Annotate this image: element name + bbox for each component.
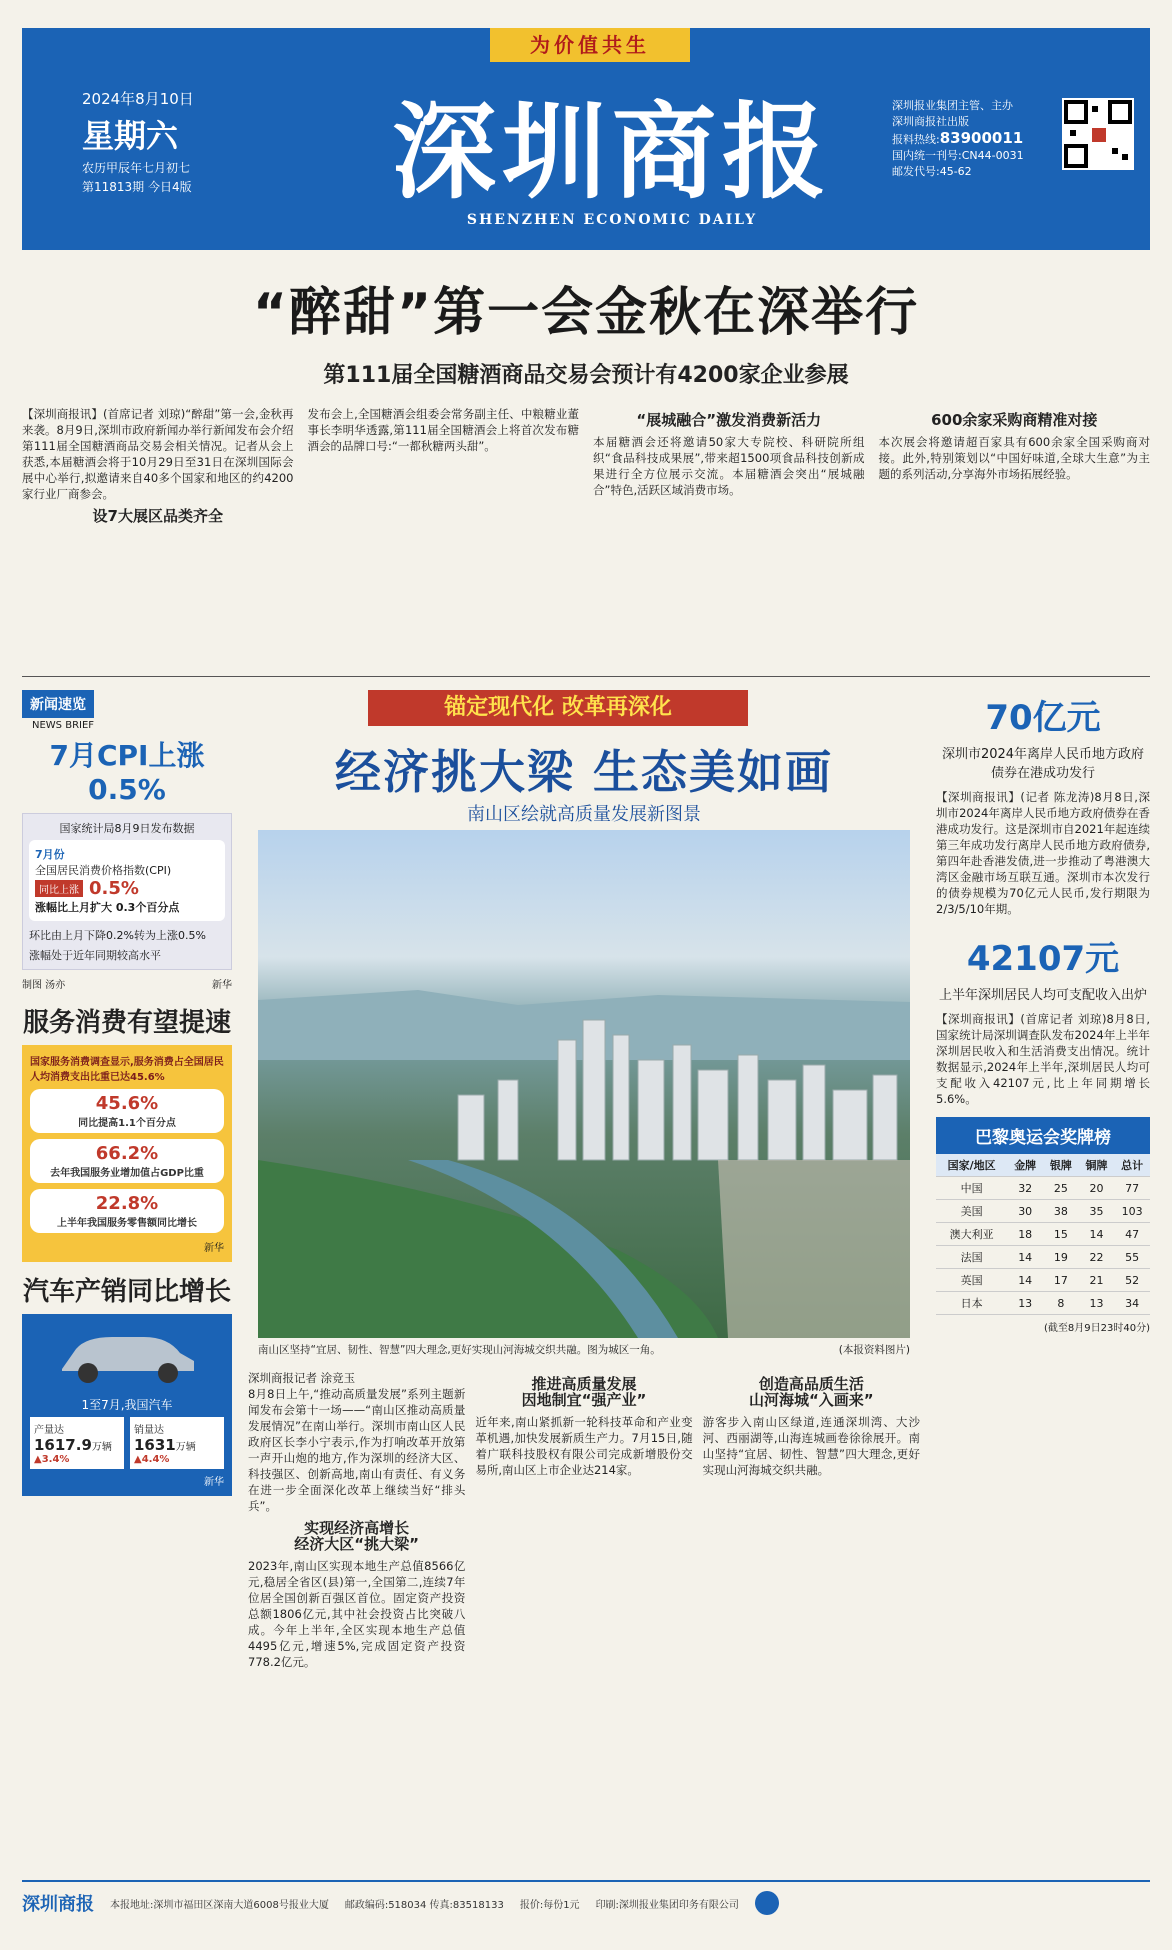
cn-number: 国内统一刊号:CN44-0031	[892, 149, 1024, 162]
lead-col-2	[308, 406, 580, 530]
auto-sales-label: 销量达	[134, 1425, 164, 1436]
medal-cell: 55	[1114, 1246, 1150, 1269]
news-brief-column	[22, 690, 232, 1860]
qr-code-icon[interactable]	[1062, 98, 1134, 170]
medal-cell: 19	[1043, 1246, 1079, 1269]
auto-prod-value: 1617.9	[34, 1436, 92, 1454]
footer-address: 本报地址:深圳市福田区深南大道6008号报业大厦	[110, 1899, 329, 1911]
photo-caption	[258, 1342, 910, 1357]
footer-row	[22, 1882, 1150, 1916]
auto-prod-growth: ▲3.4%	[34, 1454, 70, 1465]
auto-prod-growth-value: 3.4%	[41, 1454, 70, 1465]
feature-subhead-2-line2: 因地制宜“强产业”	[521, 1391, 647, 1409]
medal-header: 国家/地区	[936, 1154, 1007, 1177]
income-article: 【深圳商报讯】(首席记者 刘琼)8月8日,国家统计局深圳调查队发布2024年上半年深圳居民收入和生活消费支出情况。统计数据显示,2024年上半年,深圳居民人均可支配收入42107元,比上年同期增长5.6%。	[936, 1012, 1150, 1106]
footer-logo: 深圳商报	[22, 1894, 94, 1915]
newspaper-title: 深圳商报	[391, 90, 832, 213]
medal-cell: 13	[1007, 1292, 1043, 1315]
medal-cell: 15	[1043, 1223, 1079, 1246]
lead-subhead-1: 设7大展区品类齐全	[92, 507, 223, 525]
auto-stats	[30, 1417, 224, 1469]
service-stat-1	[30, 1089, 224, 1133]
publisher: 深圳报业集团主管、主办	[892, 99, 1013, 112]
medal-cell: 澳大利亚	[936, 1223, 1007, 1246]
medal-cell: 52	[1114, 1269, 1150, 1292]
service-stat-1-value: 45.6%	[95, 1093, 159, 1114]
medal-header: 总计	[1114, 1154, 1150, 1177]
cpi-highlight	[29, 840, 225, 921]
cpi-title: 7月CPI上涨0.5%	[49, 739, 205, 806]
publisher-info	[892, 98, 1052, 180]
feature-columns	[248, 1370, 920, 1670]
footer-postcode: 邮政编码:518034 传真:83518133	[344, 1899, 504, 1911]
auto-title: 汽车产销同比增长	[22, 1277, 231, 1307]
feature-paragraph-2: 2023年,南山区实现本地生产总值8566亿元,稳居全省区(县)第一,全国第二,连续7年位居全国创新百强区首位。固定资产投资总额1806亿元,其中社会投资占比突破八成。今年上半年,全区实现本地生产总值4495亿元,增速5%,完成固定资产投资778.2亿元。	[248, 1559, 466, 1669]
medal-table-box	[936, 1117, 1150, 1334]
lead-paragraph-2: 发布会上,全国糖酒会组委会常务副主任、中粮糖业董事长李明华透露,第111届全国糖酒会上将首次发布糖酒会的品牌口号:“一都秋糖两头甜”。	[307, 407, 579, 453]
feature-paragraph-1: 8月8日上午,“推动高质量发展”系列主题新闻发布会第十一场——“南山区推动高质量发展情况”在南山举行。深圳市南山区人民政府区长李小宁表示,作为打响改革开放第一声开山炮的地方,作为深圳的经济大区、科技强区、创新高地,南山有责任、有义务在进一步全面深化改革上继续当好“排头兵”。	[248, 1387, 466, 1513]
cpi-line-2: 环比由上月下降0.2%转为上涨0.5%	[29, 929, 206, 942]
feature-subhead-3-line2: 山河海城“入画来”	[748, 1391, 874, 1409]
cpi-value-label: 同比上涨	[35, 880, 83, 897]
lead-col-1	[22, 406, 294, 530]
table-row	[936, 1292, 1150, 1315]
lunar-date: 农历甲辰年七月初七	[82, 161, 191, 175]
medal-cell: 20	[1079, 1177, 1115, 1200]
cpi-value-row	[35, 878, 219, 899]
medal-cell: 美国	[936, 1200, 1007, 1223]
bond-article: 【深圳商报讯】(记者 陈龙涛)8月8日,深圳市2024年离岸人民币地方政府债券在香港成功发行。这是深圳市自2021年起连续第三年成功发行离岸人民币地方政府债券,第四年赴香港发债,进一步推动了粤港澳大湾区金融市场互联互通。深圳市本次发行的债券规模为70亿元人民币,发行期限为2/3/5/10年期。	[936, 790, 1150, 916]
medal-cell: 77	[1114, 1177, 1150, 1200]
footer	[22, 1880, 1150, 1938]
bond-amount: 70亿元	[985, 698, 1101, 738]
medal-header: 铜牌	[1079, 1154, 1115, 1177]
city-photo	[258, 830, 910, 1338]
feature-col-2	[475, 1370, 692, 1670]
service-banner: 国家服务消费调查显示,服务消费占全国居民人均消费支出比重已达45.6%	[30, 1057, 224, 1083]
cpi-month: 7月份	[35, 848, 65, 861]
feature-subhead-1-line2: 经济大区“挑大梁”	[294, 1535, 420, 1553]
footer-qr-icon[interactable]	[755, 1891, 779, 1915]
medal-header: 金牌	[1007, 1154, 1043, 1177]
lead-article	[22, 406, 1150, 530]
medal-table-note: (截至8月9日23时40分)	[1044, 1323, 1150, 1334]
medal-cell: 47	[1114, 1223, 1150, 1246]
bond-description: 深圳市2024年离岸人民币地方政府债券在港成功发行	[941, 747, 1145, 781]
auto-prod-label: 产量达	[34, 1425, 64, 1436]
service-stat-3-label: 上半年我国服务零售额同比增长	[57, 1218, 197, 1229]
feature-body	[248, 1370, 920, 1670]
service-stat-3	[30, 1189, 224, 1233]
right-column	[936, 690, 1150, 1860]
medal-cell: 英国	[936, 1269, 1007, 1292]
main-headline: “醉甜”第一会金秋在深举行	[252, 283, 920, 343]
medal-cell: 日本	[936, 1292, 1007, 1315]
feature-subhead-2-line1: 推进高质量发展	[531, 1375, 637, 1393]
medal-cell: 22	[1079, 1246, 1115, 1269]
medal-cell: 34	[1114, 1292, 1150, 1315]
post-code: 邮发代号:45-62	[892, 165, 972, 178]
medal-cell: 14	[1079, 1223, 1115, 1246]
lead-paragraph-1: 【深圳商报讯】(首席记者 刘琼)“醉甜”第一会,金秋再来袭。8月9日,深圳市政府新闻办举行新闻发布会介绍第111届全国糖酒商品交易会相关情况。记者从会上获悉,本届糖酒会将于10月29日至31日在深圳国际会展中心举行,拟邀请来自40多个国家和地区的约4200家行业厂商参会。	[22, 407, 294, 501]
cpi-source: 国家统计局8月9日发布数据	[59, 822, 195, 835]
service-stat-3-value: 22.8%	[95, 1193, 159, 1214]
feature-paragraph-3: 近年来,南山紧抓新一轮科技革命和产业变革机遇,加快发展新质生产力。7月15日,随着广联科技股权有限公司完成新增股份交易所,南山区上市企业达214家。	[475, 1415, 693, 1477]
lead-subhead-3: 600余家采购商精准对接	[931, 411, 1098, 429]
feature-col-1	[248, 1370, 465, 1670]
medal-cell: 21	[1079, 1269, 1115, 1292]
table-row	[936, 1223, 1150, 1246]
cpi-agency: 新华	[212, 980, 232, 991]
news-brief-label-en: NEWS BRIEF	[32, 720, 95, 731]
medal-cell: 8	[1043, 1292, 1079, 1315]
cpi-credit: 制图 汤亦	[22, 980, 66, 991]
medal-cell: 18	[1007, 1223, 1043, 1246]
feature-subhead-3-line1: 创造高品质生活	[758, 1375, 864, 1393]
service-stat-2	[30, 1139, 224, 1183]
feature-subhead-3	[703, 1376, 920, 1408]
cpi-card	[22, 813, 232, 970]
cpi-line-3: 涨幅处于近年同期较高水平	[29, 949, 161, 962]
medal-cell: 32	[1007, 1177, 1043, 1200]
auto-agency: 新华	[204, 1477, 224, 1488]
lead-paragraph-4: 本次展会将邀请超百家具有600余家全国采购商对接。此外,特别策划以“中国好味道,全球大生意”为主题的系列活动,分享海外市场拓展经验。	[878, 435, 1150, 481]
medal-cell: 35	[1079, 1200, 1115, 1223]
auto-production	[30, 1417, 124, 1469]
date: 2024年8月10日	[82, 90, 194, 108]
feature-subhead-1	[248, 1520, 465, 1552]
table-row	[936, 1269, 1150, 1292]
medal-cell: 14	[1007, 1269, 1043, 1292]
medal-cell: 13	[1079, 1292, 1115, 1315]
section-divider	[22, 676, 1150, 677]
photo-credit: (本报资料图片)	[838, 1344, 910, 1356]
medal-cell: 25	[1043, 1177, 1079, 1200]
service-title: 服务消费有望提速	[22, 1008, 231, 1038]
lead-subhead-2: “展城融合”激发消费新活力	[636, 411, 822, 429]
auto-sales-unit: 万辆	[175, 1442, 196, 1453]
footer-printer: 印刷:深圳报业集团印务有限公司	[595, 1899, 739, 1911]
medal-cell: 法国	[936, 1246, 1007, 1269]
service-agency: 新华	[204, 1243, 224, 1254]
cpi-value: 0.5%	[89, 878, 139, 899]
auto-period: 1至7月,我国汽车	[81, 1398, 173, 1412]
lead-col-4	[879, 406, 1151, 530]
main-subheadline: 第111届全国糖酒商品交易会预计有4200家企业参展	[323, 363, 849, 388]
medal-table-title: 巴黎奥运会奖牌榜	[936, 1117, 1150, 1154]
medal-header: 银牌	[1043, 1154, 1079, 1177]
feature-subtitle: 南山区绘就高质量发展新图景	[467, 804, 701, 825]
masthead-slogan: 为价值共生	[490, 28, 690, 62]
service-stat-2-label: 去年我国服务业增加值占GDP比重	[50, 1168, 204, 1179]
table-row	[936, 1177, 1150, 1200]
lead-paragraph-3: 本届糖酒会还将邀请50家大专院校、科研院所组织“食品科技成果展”,带来超1500项食品科技创新成果进行全方位展示交流。本届糖酒会突出“展城融合”特色,活跃区域消费市场。	[593, 435, 865, 497]
photo-caption-text: 南山区坚持“宜居、韧性、智慧”四大理念,更好实现山河海城交织共融。图为城区一角。	[258, 1344, 661, 1356]
feature-subhead-2	[475, 1376, 692, 1408]
publisher-2: 深圳商报社出版	[892, 115, 969, 128]
cpi-credits	[22, 976, 232, 991]
masthead	[22, 28, 1150, 250]
auto-prod-unit: 万辆	[91, 1442, 112, 1453]
medal-table	[936, 1154, 1150, 1315]
feature-article	[248, 690, 920, 1860]
medal-cell: 中国	[936, 1177, 1007, 1200]
weekday: 星期六	[82, 117, 179, 155]
cpi-description: 全国居民消费价格指数(CPI)	[35, 864, 172, 877]
medal-cell: 38	[1043, 1200, 1079, 1223]
feature-paragraph-4: 游客步入南山区绿道,连通深圳湾、大沙河、西丽湖等,山海连城画卷徐徐展开。南山坚持“宜居、韧性、智慧”四大理念,更好实现山河海城交织共融。	[702, 1415, 920, 1477]
medal-cell: 17	[1043, 1269, 1079, 1292]
lead-col-3	[593, 406, 865, 530]
feature-title: 经济挑大梁 生态美如画	[334, 745, 833, 799]
feature-subhead-1-line1: 实现经济高增长	[304, 1519, 410, 1537]
hotline-label: 报料热线:	[892, 133, 940, 146]
car-icon	[30, 1322, 224, 1392]
income-amount: 42107元	[966, 939, 1120, 979]
table-row	[936, 1200, 1150, 1223]
auto-infographic	[22, 1314, 232, 1496]
medal-header-row	[936, 1154, 1150, 1177]
service-stat-1-label: 同比提高1.1个百分点	[78, 1118, 176, 1129]
issue-number: 第11813期 今日4版	[82, 180, 192, 194]
medal-cell: 103	[1114, 1200, 1150, 1223]
auto-sales-growth: ▲4.4%	[134, 1454, 170, 1465]
auto-sales-growth-value: 4.4%	[141, 1454, 170, 1465]
table-row	[936, 1246, 1150, 1269]
footer-price: 报价:每份1元	[519, 1899, 580, 1911]
newspaper-title-en: SHENZHEN ECONOMIC DAILY	[466, 212, 758, 228]
auto-sales-value: 1631	[134, 1436, 176, 1454]
medal-cell: 30	[1007, 1200, 1043, 1223]
service-stat-2-value: 66.2%	[95, 1143, 159, 1164]
date-block	[82, 88, 312, 195]
feature-col-3	[703, 1370, 920, 1670]
feature-byline: 深圳商报记者 涂竞玉	[248, 1371, 356, 1385]
hotline-number: 83900011	[939, 129, 1024, 147]
medal-cell: 14	[1007, 1246, 1043, 1269]
service-infographic	[22, 1045, 232, 1262]
cpi-line-1: 涨幅比上月扩大 0.3个百分点	[35, 901, 180, 914]
feature-banner: 锚定现代化 改革再深化	[368, 690, 748, 726]
income-description: 上半年深圳居民人均可支配收入出炉	[938, 988, 1147, 1003]
auto-sales	[130, 1417, 224, 1469]
news-brief-label: 新闻速览	[22, 690, 94, 718]
